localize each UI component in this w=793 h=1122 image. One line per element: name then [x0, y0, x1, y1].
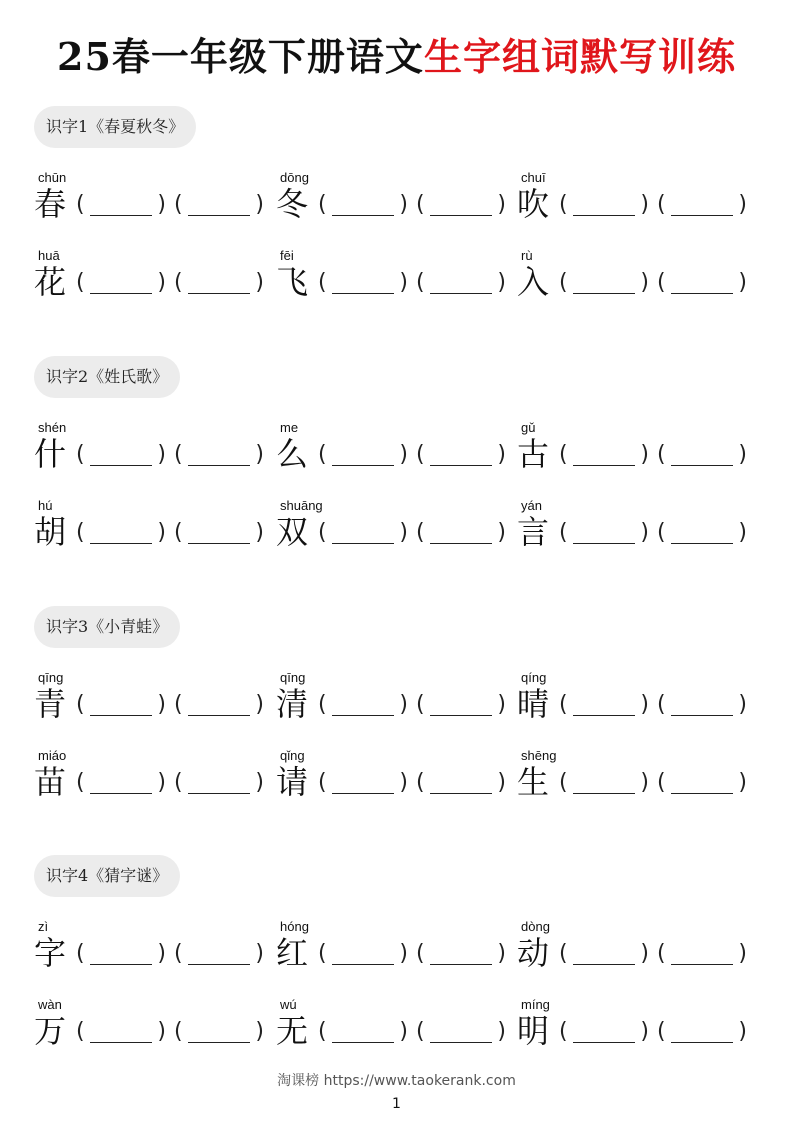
- close-paren: ): [640, 270, 649, 295]
- hanzi-character: 么: [276, 435, 309, 473]
- close-paren: ): [157, 770, 166, 795]
- footer-watermark: 淘课榜 https://www.taokerank.com: [277, 1073, 516, 1089]
- close-paren: ): [399, 770, 408, 795]
- word-blank[interactable]: [416, 690, 506, 720]
- open-paren: (: [416, 1019, 425, 1044]
- open-paren: (: [318, 192, 327, 217]
- character-entry: [517, 919, 757, 975]
- pinyin-label: qǐng: [280, 748, 305, 763]
- open-paren: (: [416, 192, 425, 217]
- open-paren: (: [174, 442, 183, 467]
- blank-underline: [430, 1042, 492, 1043]
- character-entry: [517, 670, 757, 726]
- close-paren: ): [255, 192, 264, 217]
- blank-underline: [671, 215, 733, 216]
- open-paren: (: [559, 941, 568, 966]
- blank-underline: [430, 543, 492, 544]
- word-blank[interactable]: [76, 1017, 166, 1047]
- word-blank[interactable]: [657, 518, 747, 548]
- hanzi-character: 言: [517, 513, 550, 551]
- close-paren: ): [497, 270, 506, 295]
- blank-underline: [188, 715, 250, 716]
- close-paren: ): [640, 692, 649, 717]
- character-row: [34, 248, 764, 304]
- close-paren: ): [640, 442, 649, 467]
- open-paren: (: [318, 520, 327, 545]
- close-paren: ): [738, 941, 747, 966]
- close-paren: ): [157, 270, 166, 295]
- character-row: [34, 670, 764, 726]
- open-paren: (: [318, 1019, 327, 1044]
- pinyin-label: dòng: [521, 919, 550, 934]
- word-blank[interactable]: [657, 939, 747, 969]
- blank-underline: [188, 293, 250, 294]
- close-paren: ): [497, 941, 506, 966]
- word-blank[interactable]: [416, 768, 506, 798]
- character-entry: [276, 498, 516, 554]
- character-entry: [276, 420, 516, 476]
- close-paren: ): [738, 192, 747, 217]
- blank-underline: [188, 964, 250, 965]
- open-paren: (: [657, 442, 666, 467]
- close-paren: ): [497, 1019, 506, 1044]
- open-paren: (: [76, 520, 85, 545]
- close-paren: ): [640, 1019, 649, 1044]
- pinyin-label: yán: [521, 498, 542, 513]
- open-paren: (: [174, 770, 183, 795]
- hanzi-character: 无: [276, 1012, 309, 1050]
- open-paren: (: [416, 692, 425, 717]
- word-blank[interactable]: [416, 268, 506, 298]
- open-paren: (: [318, 270, 327, 295]
- blank-underline: [332, 793, 394, 794]
- blank-underline: [671, 465, 733, 466]
- character-row: [34, 170, 764, 226]
- close-paren: ): [497, 442, 506, 467]
- character-entry: [276, 170, 516, 226]
- blank-underline: [188, 543, 250, 544]
- open-paren: (: [76, 692, 85, 717]
- section-label: 识字4《猜字谜》: [34, 855, 180, 897]
- section-label: 识字1《春夏秋冬》: [34, 106, 196, 148]
- word-blank[interactable]: [174, 440, 264, 470]
- close-paren: ): [255, 770, 264, 795]
- lesson-section: [34, 606, 764, 801]
- word-blank[interactable]: [318, 939, 408, 969]
- close-paren: ): [157, 941, 166, 966]
- open-paren: (: [416, 520, 425, 545]
- blank-underline: [430, 715, 492, 716]
- blank-underline: [90, 293, 152, 294]
- blank-underline: [573, 1042, 635, 1043]
- lesson-section: [34, 106, 764, 301]
- open-paren: (: [318, 692, 327, 717]
- open-paren: (: [174, 520, 183, 545]
- open-paren: (: [76, 442, 85, 467]
- open-paren: (: [559, 770, 568, 795]
- character-entry: [34, 498, 274, 554]
- hanzi-character: 字: [34, 934, 67, 972]
- blank-underline: [430, 964, 492, 965]
- hanzi-character: 动: [517, 934, 550, 972]
- word-blank[interactable]: [174, 690, 264, 720]
- character-entry: [517, 420, 757, 476]
- pinyin-label: shēng: [521, 748, 557, 763]
- pinyin-label: chuī: [521, 170, 546, 185]
- open-paren: (: [559, 1019, 568, 1044]
- blank-underline: [573, 215, 635, 216]
- close-paren: ): [157, 520, 166, 545]
- blank-underline: [90, 793, 152, 794]
- open-paren: (: [318, 770, 327, 795]
- word-blank[interactable]: [657, 768, 747, 798]
- blank-underline: [332, 964, 394, 965]
- close-paren: ): [738, 770, 747, 795]
- close-paren: ): [255, 520, 264, 545]
- close-paren: ): [255, 1019, 264, 1044]
- close-paren: ): [738, 442, 747, 467]
- word-blank[interactable]: [174, 939, 264, 969]
- word-blank[interactable]: [76, 690, 166, 720]
- word-blank[interactable]: [174, 1017, 264, 1047]
- character-entry: [517, 748, 757, 804]
- blank-underline: [430, 215, 492, 216]
- word-blank[interactable]: [416, 440, 506, 470]
- word-blank[interactable]: [318, 1017, 408, 1047]
- hanzi-character: 清: [276, 685, 309, 723]
- close-paren: ): [157, 192, 166, 217]
- blank-underline: [188, 1042, 250, 1043]
- pinyin-label: miáo: [38, 748, 67, 763]
- word-blank[interactable]: [559, 1017, 649, 1047]
- pinyin-label: gǔ: [521, 420, 536, 435]
- character-entry: [34, 997, 274, 1053]
- blank-underline: [332, 715, 394, 716]
- character-entry: [34, 420, 274, 476]
- blank-underline: [90, 465, 152, 466]
- pinyin-label: me: [280, 420, 299, 435]
- open-paren: (: [174, 192, 183, 217]
- blank-underline: [573, 465, 635, 466]
- close-paren: ): [399, 692, 408, 717]
- character-row: [34, 420, 764, 476]
- title-red-part: 生字组词默写训练: [423, 34, 736, 79]
- section-label: 识字2《姓氏歌》: [34, 356, 180, 398]
- open-paren: (: [76, 770, 85, 795]
- close-paren: ): [255, 442, 264, 467]
- character-entry: [276, 748, 516, 804]
- close-paren: ): [738, 692, 747, 717]
- blank-underline: [188, 465, 250, 466]
- word-blank[interactable]: [657, 690, 747, 720]
- close-paren: ): [255, 941, 264, 966]
- page-title: [0, 32, 793, 82]
- open-paren: (: [174, 1019, 183, 1044]
- word-blank[interactable]: [657, 268, 747, 298]
- pinyin-label: zì: [38, 919, 49, 934]
- blank-underline: [332, 543, 394, 544]
- pinyin-label: rù: [521, 248, 533, 263]
- pinyin-label: shén: [38, 420, 67, 435]
- character-entry: [517, 248, 757, 304]
- open-paren: (: [559, 192, 568, 217]
- open-paren: (: [416, 770, 425, 795]
- hanzi-character: 万: [34, 1012, 67, 1050]
- hanzi-character: 入: [517, 263, 550, 301]
- pinyin-label: hú: [38, 498, 53, 513]
- pinyin-label: huā: [38, 248, 60, 263]
- hanzi-character: 飞: [276, 263, 309, 301]
- word-blank[interactable]: [559, 268, 649, 298]
- lesson-section: [34, 356, 764, 551]
- blank-underline: [671, 543, 733, 544]
- close-paren: ): [738, 270, 747, 295]
- hanzi-character: 生: [517, 763, 550, 801]
- character-entry: [34, 248, 274, 304]
- close-paren: ): [640, 941, 649, 966]
- section-label: 识字3《小青蛙》: [34, 606, 180, 648]
- blank-underline: [90, 964, 152, 965]
- blank-underline: [671, 715, 733, 716]
- blank-underline: [573, 543, 635, 544]
- blank-underline: [332, 465, 394, 466]
- word-blank[interactable]: [416, 190, 506, 220]
- word-blank[interactable]: [559, 518, 649, 548]
- word-blank[interactable]: [559, 690, 649, 720]
- blank-underline: [573, 293, 635, 294]
- word-blank[interactable]: [318, 690, 408, 720]
- close-paren: ): [399, 941, 408, 966]
- open-paren: (: [318, 941, 327, 966]
- open-paren: (: [76, 192, 85, 217]
- character-entry: [276, 670, 516, 726]
- blank-underline: [332, 215, 394, 216]
- hanzi-character: 红: [276, 934, 309, 972]
- close-paren: ): [399, 270, 408, 295]
- open-paren: (: [76, 941, 85, 966]
- blank-underline: [90, 1042, 152, 1043]
- hanzi-character: 古: [517, 435, 550, 473]
- open-paren: (: [559, 270, 568, 295]
- word-blank[interactable]: [657, 190, 747, 220]
- character-row: [34, 498, 764, 554]
- close-paren: ): [255, 270, 264, 295]
- open-paren: (: [559, 520, 568, 545]
- blank-underline: [188, 793, 250, 794]
- close-paren: ): [497, 192, 506, 217]
- word-blank[interactable]: [318, 268, 408, 298]
- hanzi-character: 吹: [517, 185, 550, 223]
- word-blank[interactable]: [318, 518, 408, 548]
- close-paren: ): [640, 770, 649, 795]
- pinyin-label: qīng: [38, 670, 64, 685]
- pinyin-label: dōng: [280, 170, 309, 185]
- lesson-section: [34, 855, 764, 1050]
- open-paren: (: [657, 270, 666, 295]
- pinyin-label: chūn: [38, 170, 67, 185]
- word-blank[interactable]: [559, 939, 649, 969]
- pinyin-label: qíng: [521, 670, 547, 685]
- open-paren: (: [174, 692, 183, 717]
- hanzi-character: 明: [517, 1012, 550, 1050]
- open-paren: (: [416, 270, 425, 295]
- word-blank[interactable]: [416, 518, 506, 548]
- hanzi-character: 花: [34, 263, 67, 301]
- hanzi-character: 双: [276, 513, 309, 551]
- open-paren: (: [657, 192, 666, 217]
- hanzi-character: 青: [34, 685, 67, 723]
- word-blank[interactable]: [76, 268, 166, 298]
- word-blank[interactable]: [657, 440, 747, 470]
- blank-underline: [188, 215, 250, 216]
- close-paren: ): [157, 1019, 166, 1044]
- blank-underline: [90, 215, 152, 216]
- word-blank[interactable]: [559, 768, 649, 798]
- word-blank[interactable]: [76, 939, 166, 969]
- page-number: 1: [392, 1096, 401, 1112]
- word-blank[interactable]: [76, 518, 166, 548]
- blank-underline: [430, 293, 492, 294]
- character-entry: [517, 997, 757, 1053]
- character-entry: [517, 498, 757, 554]
- word-blank[interactable]: [416, 1017, 506, 1047]
- character-entry: [276, 248, 516, 304]
- character-entry: [517, 170, 757, 226]
- open-paren: (: [657, 520, 666, 545]
- pinyin-label: wàn: [38, 997, 62, 1012]
- open-paren: (: [416, 941, 425, 966]
- open-paren: (: [657, 692, 666, 717]
- pinyin-label: wú: [280, 997, 297, 1012]
- blank-underline: [573, 793, 635, 794]
- word-blank[interactable]: [318, 190, 408, 220]
- character-row: [34, 919, 764, 975]
- open-paren: (: [174, 941, 183, 966]
- blank-underline: [573, 964, 635, 965]
- hanzi-character: 什: [34, 435, 67, 473]
- blank-underline: [573, 715, 635, 716]
- open-paren: (: [416, 442, 425, 467]
- hanzi-character: 晴: [517, 685, 550, 723]
- close-paren: ): [157, 692, 166, 717]
- character-entry: [276, 919, 516, 975]
- open-paren: (: [657, 1019, 666, 1044]
- character-entry: [34, 919, 274, 975]
- word-blank[interactable]: [174, 268, 264, 298]
- hanzi-character: 胡: [34, 513, 67, 551]
- open-paren: (: [76, 270, 85, 295]
- character-row: [34, 997, 764, 1053]
- close-paren: ): [399, 192, 408, 217]
- blank-underline: [430, 793, 492, 794]
- close-paren: ): [738, 520, 747, 545]
- close-paren: ): [497, 770, 506, 795]
- blank-underline: [671, 964, 733, 965]
- word-blank[interactable]: [174, 518, 264, 548]
- blank-underline: [332, 293, 394, 294]
- pinyin-label: fēi: [280, 248, 294, 263]
- word-blank[interactable]: [416, 939, 506, 969]
- word-blank[interactable]: [657, 1017, 747, 1047]
- word-blank[interactable]: [76, 768, 166, 798]
- hanzi-character: 请: [276, 763, 309, 801]
- close-paren: ): [640, 520, 649, 545]
- close-paren: ): [640, 192, 649, 217]
- character-entry: [34, 670, 274, 726]
- blank-underline: [90, 715, 152, 716]
- blank-underline: [671, 293, 733, 294]
- close-paren: ): [157, 442, 166, 467]
- open-paren: (: [174, 270, 183, 295]
- word-blank[interactable]: [76, 190, 166, 220]
- word-blank[interactable]: [559, 440, 649, 470]
- pinyin-label: hóng: [280, 919, 309, 934]
- open-paren: (: [657, 770, 666, 795]
- pinyin-label: míng: [521, 997, 550, 1012]
- character-entry: [34, 748, 274, 804]
- word-blank[interactable]: [76, 440, 166, 470]
- open-paren: (: [76, 1019, 85, 1044]
- word-blank[interactable]: [318, 440, 408, 470]
- pinyin-label: qīng: [280, 670, 306, 685]
- character-row: [34, 748, 764, 804]
- close-paren: ): [399, 442, 408, 467]
- close-paren: ): [497, 520, 506, 545]
- word-blank[interactable]: [318, 768, 408, 798]
- open-paren: (: [559, 692, 568, 717]
- word-blank[interactable]: [174, 768, 264, 798]
- hanzi-character: 冬: [276, 185, 309, 223]
- hanzi-character: 春: [34, 185, 67, 223]
- hanzi-character: 苗: [34, 763, 67, 801]
- close-paren: ): [255, 692, 264, 717]
- close-paren: ): [738, 1019, 747, 1044]
- open-paren: (: [318, 442, 327, 467]
- character-entry: [276, 997, 516, 1053]
- close-paren: ): [399, 520, 408, 545]
- pinyin-label: shuāng: [280, 498, 323, 513]
- word-blank[interactable]: [559, 190, 649, 220]
- blank-underline: [332, 1042, 394, 1043]
- blank-underline: [430, 465, 492, 466]
- open-paren: (: [657, 941, 666, 966]
- blank-underline: [90, 543, 152, 544]
- title-black-part: 25春一年级下册语文: [57, 34, 424, 79]
- open-paren: (: [559, 442, 568, 467]
- character-entry: [34, 170, 274, 226]
- blank-underline: [671, 793, 733, 794]
- close-paren: ): [399, 1019, 408, 1044]
- close-paren: ): [497, 692, 506, 717]
- word-blank[interactable]: [174, 190, 264, 220]
- blank-underline: [671, 1042, 733, 1043]
